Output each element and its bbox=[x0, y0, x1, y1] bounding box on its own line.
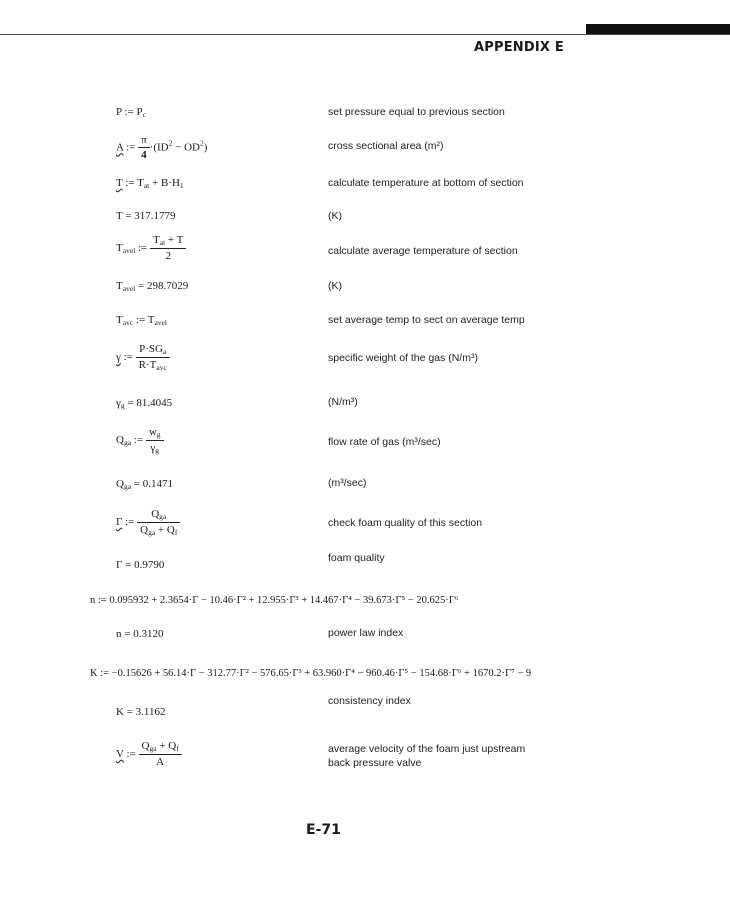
desc-specific-weight: specific weight of the gas (N/m³) bbox=[328, 352, 478, 364]
desc-gas-flow-unit: (m³/sec) bbox=[328, 477, 367, 489]
eq-avg-temperature: $T_{avel}$ := $\frac{T_{at} + T}{2}$ bbox=[116, 235, 186, 262]
value-power-law-index: n = 0.3120 bbox=[116, 628, 164, 640]
desc-foam-quality: foam quality bbox=[328, 552, 385, 564]
eq-foam-velocity: V := $\frac{Q_{ga} + Q_f}{A}$ bbox=[116, 741, 182, 768]
eq-consistency-polynomial: K := −0.15626 + 56.14·Γ − 312.77·Γ² − 576.65·Γ³ + 63.960·Γ⁴ − 960.46·Γ⁵ − 154.68·Γ⁶ + 1670.2·Γ⁷ − 9 bbox=[90, 668, 532, 679]
value-specific-weight: $\gamma_g = 81.4045$ bbox=[116, 397, 173, 410]
desc-power-law-index: power law index bbox=[328, 627, 404, 639]
value-foam-quality: Γ = 0.9790 bbox=[116, 559, 165, 571]
desc-pressure: set pressure equal to previous section bbox=[328, 106, 505, 118]
value-gas-flow-number: 0.1471 bbox=[142, 478, 174, 490]
desc-avg-temperature: calculate average temperature of section bbox=[328, 245, 518, 257]
eq-area: A := $\frac{\pi}{4}$ $\cdot(ID^2 - OD^2)$ bbox=[116, 134, 208, 161]
value-specific-weight-number: 81.4045 bbox=[136, 397, 173, 409]
eq-power-law-polynomial: n := 0.095932 + 2.3654·Γ − 10.46·Γ² + 12.955·Γ³ + 14.467·Γ⁴ − 39.673·Γ⁵ − 20.625·Γ⁶ bbox=[90, 595, 459, 606]
desc-area: cross sectional area (m²) bbox=[328, 140, 444, 152]
eq-temperature: T := $T_{at} + B\cdot H_1$ bbox=[116, 177, 184, 190]
desc-foam-velocity: average velocity of the foam just upstream bbox=[328, 743, 526, 755]
value-temperature: T = 317.1779 bbox=[116, 210, 176, 222]
value-avg-temperature-number: 298.7029 bbox=[146, 280, 189, 292]
desc-foam-velocity-line2: back pressure valve bbox=[328, 757, 422, 769]
eq-gas-flow: $Q_{ga}$ := $\frac{w_g}{\gamma_g}$ bbox=[116, 427, 164, 454]
eq-set-avg-temp: $T_{avc}$ := $T_{avel}$ bbox=[116, 314, 167, 327]
value-avg-temperature: $T_{avel} = 298.7029$ bbox=[116, 280, 189, 293]
eq-specific-weight: γ := $\frac{P\cdot SG_a}{R\cdot T_{avc}}$ bbox=[116, 344, 170, 371]
desc-avg-temperature-unit: (K) bbox=[328, 280, 342, 292]
value-consistency-index: K = 3.1162 bbox=[116, 706, 166, 718]
desc-set-avg-temp: set average temp to sect on average temp bbox=[328, 314, 525, 326]
header-rule bbox=[0, 34, 730, 35]
appendix-title: APPENDIX E bbox=[474, 40, 564, 55]
desc-gas-flow: flow rate of gas (m³/sec) bbox=[328, 436, 441, 448]
eq-foam-quality: Γ := $\frac{Q_{ga}}{Q_{ga} + Q_f}$ bbox=[116, 509, 180, 536]
desc-foam-quality-check: check foam quality of this section bbox=[328, 517, 483, 529]
desc-consistency-index: consistency index bbox=[328, 695, 411, 707]
value-gas-flow: $Q_{ga} = 0.1471$ bbox=[116, 478, 174, 491]
desc-temperature-unit: (K) bbox=[328, 210, 342, 222]
page-number: E-71 bbox=[306, 822, 341, 838]
desc-specific-weight-unit: (N/m³) bbox=[328, 396, 358, 408]
desc-temperature: calculate temperature at bottom of section bbox=[328, 177, 524, 189]
eq-pressure: P := $P_c$ bbox=[116, 106, 146, 119]
